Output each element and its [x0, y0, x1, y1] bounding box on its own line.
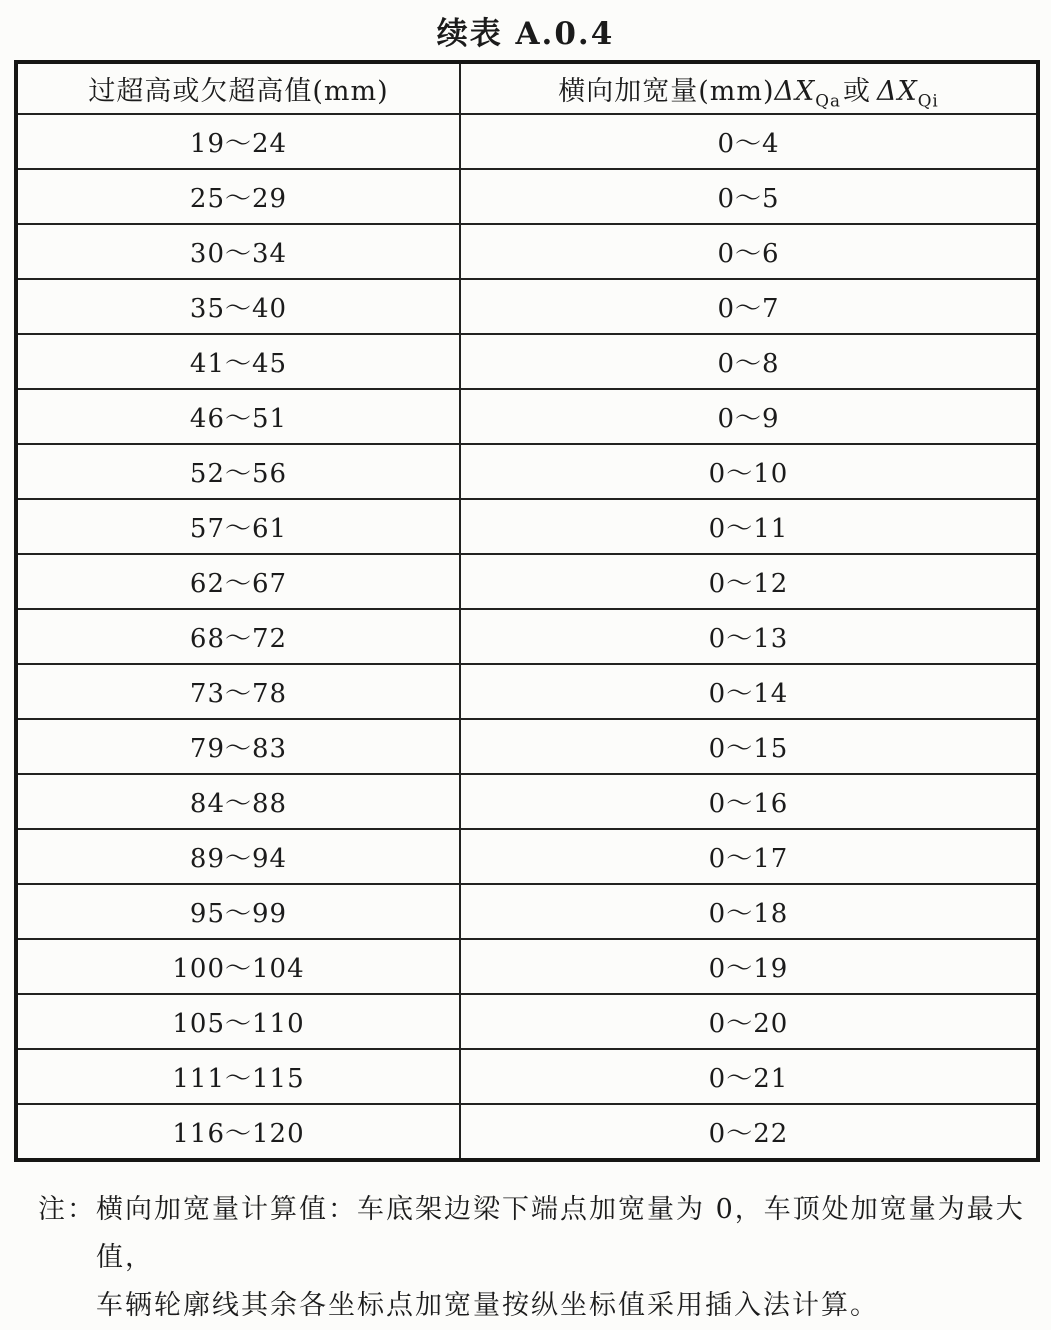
- table-note: [38, 1186, 1036, 1330]
- cell-widening-amount: 0～19: [460, 939, 1038, 994]
- cell-widening-amount: 0～8: [460, 334, 1038, 389]
- formula-delta-x-qa-main: ΔX: [774, 76, 816, 107]
- table-row: [16, 664, 1038, 719]
- table-row: [16, 719, 1038, 774]
- table-row: [16, 444, 1038, 499]
- cell-superelevation-range: 25～29: [16, 169, 460, 224]
- note-line-2: 车辆轮廓线其余各坐标点加宽量按纵坐标值采用插入法计算。: [96, 1290, 879, 1321]
- cell-superelevation-range: 57～61: [16, 499, 460, 554]
- table-row: [16, 224, 1038, 279]
- note-body: [96, 1186, 1036, 1330]
- cell-superelevation-range: 105～110: [16, 994, 460, 1049]
- cell-widening-amount: 0～14: [460, 664, 1038, 719]
- cell-widening-amount: 0～7: [460, 279, 1038, 334]
- or-separator: 或: [842, 76, 871, 107]
- cell-superelevation-range: 62～67: [16, 554, 460, 609]
- table-row: [16, 499, 1038, 554]
- col-header-widening: [460, 62, 1038, 114]
- table-row: [16, 829, 1038, 884]
- cell-widening-amount: 0～12: [460, 554, 1038, 609]
- table-header-row: [16, 62, 1038, 114]
- cell-widening-amount: 0～18: [460, 884, 1038, 939]
- table-row: [16, 609, 1038, 664]
- cell-widening-amount: 0～5: [460, 169, 1038, 224]
- cell-superelevation-range: 79～83: [16, 719, 460, 774]
- formula-delta-x-qi: [876, 76, 939, 111]
- cell-widening-amount: 0～15: [460, 719, 1038, 774]
- table-row: [16, 1104, 1038, 1160]
- table-row: [16, 774, 1038, 829]
- cell-superelevation-range: 116～120: [16, 1104, 460, 1160]
- cell-superelevation-range: 30～34: [16, 224, 460, 279]
- cell-superelevation-range: 100～104: [16, 939, 460, 994]
- formula-delta-x-qi-sub: Qi: [917, 90, 939, 111]
- table-row: [16, 169, 1038, 224]
- table-row: [16, 554, 1038, 609]
- table-body: [16, 114, 1038, 1160]
- widening-table: [14, 60, 1040, 1162]
- cell-superelevation-range: 46～51: [16, 389, 460, 444]
- cell-widening-amount: 0～21: [460, 1049, 1038, 1104]
- cell-superelevation-range: 68～72: [16, 609, 460, 664]
- col-header-superelevation: 过超高或欠超高值(mm): [16, 62, 460, 114]
- note-line-1: 横向加宽量计算值：车底架边梁下端点加宽量为 0，车顶处加宽量为最大值，: [96, 1194, 1025, 1273]
- cell-widening-amount: 0～16: [460, 774, 1038, 829]
- cell-superelevation-range: 95～99: [16, 884, 460, 939]
- cell-widening-amount: 0～22: [460, 1104, 1038, 1160]
- table-row: [16, 389, 1038, 444]
- cell-superelevation-range: 111～115: [16, 1049, 460, 1104]
- table-row: [16, 994, 1038, 1049]
- cell-widening-amount: 0～13: [460, 609, 1038, 664]
- note-label: 注：: [38, 1194, 96, 1225]
- cell-superelevation-range: 41～45: [16, 334, 460, 389]
- table-row: [16, 884, 1038, 939]
- table-row: [16, 939, 1038, 994]
- table-row: [16, 1049, 1038, 1104]
- cell-superelevation-range: 89～94: [16, 829, 460, 884]
- cell-superelevation-range: 19～24: [16, 114, 460, 169]
- page-title: 续表 A.0.4: [436, 16, 615, 52]
- cell-superelevation-range: 35～40: [16, 279, 460, 334]
- table-row: [16, 334, 1038, 389]
- cell-superelevation-range: 84～88: [16, 774, 460, 829]
- cell-widening-amount: 0～6: [460, 224, 1038, 279]
- formula-delta-x-qa-sub: Qa: [815, 90, 841, 111]
- cell-widening-amount: 0～17: [460, 829, 1038, 884]
- cell-widening-amount: 0～20: [460, 994, 1038, 1049]
- cell-widening-amount: 0～11: [460, 499, 1038, 554]
- col-header-widening-text: 横向加宽量(mm): [558, 76, 775, 107]
- cell-widening-amount: 0～10: [460, 444, 1038, 499]
- cell-widening-amount: 0～9: [460, 389, 1038, 444]
- cell-superelevation-range: 52～56: [16, 444, 460, 499]
- formula-delta-x-qa: [774, 76, 841, 111]
- table-row: [16, 279, 1038, 334]
- formula-delta-x-qi-main: ΔX: [876, 76, 918, 107]
- table-row: [16, 114, 1038, 169]
- cell-widening-amount: 0～4: [460, 114, 1038, 169]
- cell-superelevation-range: 73～78: [16, 664, 460, 719]
